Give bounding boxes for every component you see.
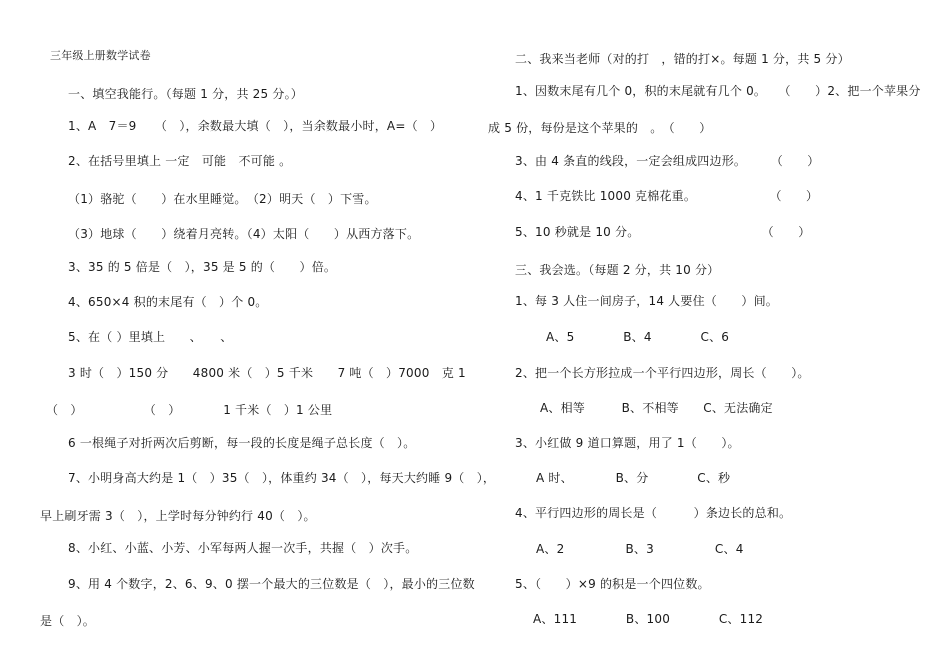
question-2-line-b: （3）地球（ ）绕着月亮转。（4）太阳（ ）从西方落下。 [68,227,420,241]
judge-3: 3、由 4 条直的线段，一定会组成四边形。 （ ） [515,154,820,168]
section3-heading: 三、我会选。（每题 2 分，共 10 分） [515,263,720,277]
exam-title: 三年级上册数学试卷 [50,49,151,62]
choice-3-options: A 时、 B、分 C、秒 [536,471,731,485]
judge-5: 5、10 秒就是 10 分。 （ ） [515,225,811,239]
choice-1: 1、每 3 人住一间房子，14 人要住（ ）间。 [515,294,778,308]
choice-4-options: A、2 B、3 C、4 [536,542,744,556]
question-1: 1、A 7＝9 （ ），余数最大填（ ），当余数最小时，A=（ ） [68,119,443,133]
question-4: 4、650×4 积的末尾有（ ）个 0。 [68,295,268,309]
choice-5: 5、（ ）×9 的积是一个四位数。 [515,577,710,591]
section1-heading: 一、填空我能行。（每题 1 分，共 25 分。） [68,87,303,101]
question-2: 2、在括号里填上 一定 可能 不可能 。 [68,154,292,168]
question-7-line-b: 早上刷牙需 3（ ），上学时每分钟约行 40（ ）。 [40,509,316,523]
choice-4: 4、平行四边形的周长是（ ）条边长的总和。 [515,506,792,520]
judge-1: 1、因数末尾有几个 0，积的末尾就有几个 0。 （ ）2、把一个苹果分 [515,84,921,98]
choice-5-options: A、111 B、100 C、112 [533,612,764,626]
choice-2: 2、把一个长方形拉成一个平行四边形，周长（ ）。 [515,366,810,380]
judge-4: 4、1 千克铁比 1000 克棉花重。 （ ） [515,189,819,203]
question-9-line-a: 9、用 4 个数字，2、6、9、0 摆一个最大的三位数是（ ），最小的三位数 [68,577,475,591]
question-9-line-b: 是（ ）。 [40,614,96,628]
question-7-line-a: 7、小明身高大约是 1（ ）35（ ），体重约 34（ ），每天大约睡 9（ ）， [68,471,496,485]
question-5: 5、在（ ）里填上 、 、 [68,330,233,344]
choice-3: 3、小红做 9 道口算题，用了 1（ ）。 [515,436,740,450]
question-5-units-2: （ ） （ ） 1 千米（ ）1 公里 [46,403,333,417]
choice-1-options: A、5 B、4 C、6 [546,330,730,344]
question-8: 8、小红、小蓝、小芳、小军每两人握一次手，共握（ ）次手。 [68,541,418,555]
choice-2-options: A、相等 B、不相等 C、无法确定 [540,401,773,415]
section2-heading: 二、我来当老师（对的打 ，错的打×。每题 1 分，共 5 分） [515,52,850,66]
question-2-line-a: （1）骆驼（ ）在水里睡觉。 （2）明天（ ）下雪。 [68,192,377,206]
question-3: 3、35 的 5 倍是（ ），35 是 5 的（ ）倍。 [68,260,337,274]
question-6: 6 一根绳子对折两次后剪断，每一段的长度是绳子总长度（ ）。 [68,436,416,450]
judge-2: 成 5 份，每份是这个苹果的 。 （ ） [488,121,712,135]
question-5-units-1: 3 时（ ）150 分 4800 米（ ）5 千米 7 吨（ ）7000 克 1 [68,366,466,380]
